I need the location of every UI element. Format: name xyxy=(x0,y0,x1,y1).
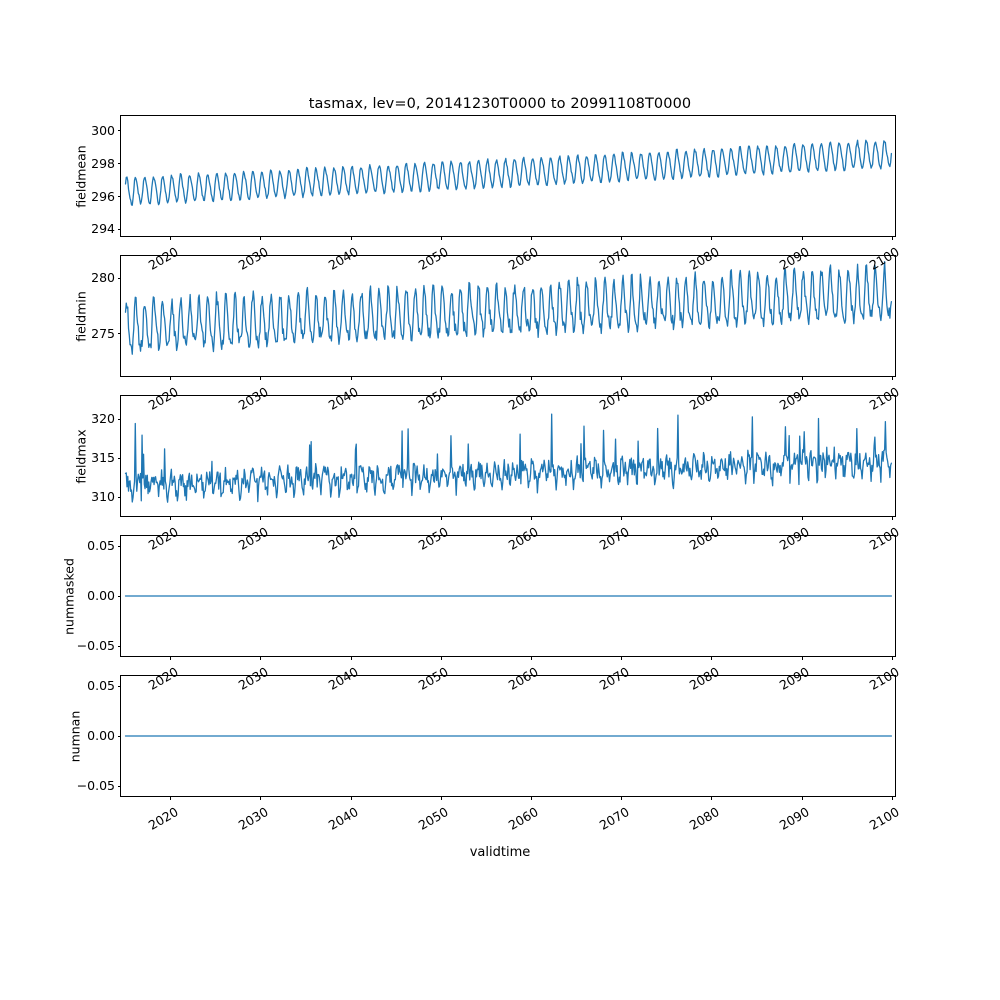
ytick-mark xyxy=(118,333,122,334)
xtick-label: 2040 xyxy=(325,384,361,413)
xtick-label: 2100 xyxy=(866,244,903,273)
ylabel-nummasked: nummasked xyxy=(61,558,77,635)
xtick-mark xyxy=(892,236,893,240)
xtick-mark xyxy=(170,376,171,380)
xtick-mark xyxy=(802,376,803,380)
xtick-mark xyxy=(531,656,532,660)
xtick-label: 2080 xyxy=(686,804,722,833)
xtick-mark xyxy=(711,796,712,800)
xtick-mark xyxy=(892,796,893,800)
xtick-mark xyxy=(892,516,893,520)
xtick-mark xyxy=(260,376,261,380)
ytick-label: 275 xyxy=(91,325,115,341)
xtick-mark xyxy=(621,796,622,800)
xtick-label: 2030 xyxy=(235,664,271,693)
xtick-mark xyxy=(260,796,261,800)
xtick-label: 2030 xyxy=(235,804,271,833)
xtick-label: 2080 xyxy=(686,524,722,553)
xtick-label: 2090 xyxy=(776,524,812,553)
xtick-label: 2020 xyxy=(145,524,181,553)
xtick-mark xyxy=(621,516,622,520)
ytick-mark xyxy=(118,546,122,547)
xtick-mark xyxy=(892,376,893,380)
xtick-mark xyxy=(711,656,712,660)
ytick-mark xyxy=(118,130,122,131)
xtick-mark xyxy=(531,376,532,380)
xtick-mark xyxy=(170,516,171,520)
xtick-label: 2080 xyxy=(686,244,722,273)
xtick-mark xyxy=(351,516,352,520)
ytick-mark xyxy=(118,196,122,197)
xtick-mark xyxy=(170,656,171,660)
ytick-label: 300 xyxy=(91,122,115,138)
xtick-label: 2040 xyxy=(325,244,361,273)
ytick-mark xyxy=(118,458,122,459)
xtick-mark xyxy=(260,236,261,240)
xlabel-validtime: validtime xyxy=(469,845,531,860)
figure-title: tasmax, lev=0, 20141230T0000 to 20991108T0000 xyxy=(308,96,692,112)
xtick-label: 2020 xyxy=(145,804,181,833)
ytick-mark xyxy=(118,596,122,597)
ylabel-fieldmean: fieldmean xyxy=(73,145,89,208)
xtick-mark xyxy=(531,796,532,800)
ytick-mark xyxy=(118,163,122,164)
xtick-label: 2080 xyxy=(686,664,722,693)
ytick-mark xyxy=(118,646,122,647)
xtick-label: 2100 xyxy=(866,804,903,833)
xtick-label: 2060 xyxy=(506,244,542,273)
plot-area-fieldmean xyxy=(121,116,895,236)
ytick-mark xyxy=(118,229,122,230)
xtick-mark xyxy=(621,236,622,240)
data-line-fieldmean xyxy=(126,140,892,205)
xtick-label: 2060 xyxy=(506,664,542,693)
ytick-mark xyxy=(118,419,122,420)
xtick-label: 2090 xyxy=(776,804,812,833)
ytick-label: 0.05 xyxy=(87,538,115,553)
xtick-label: 2050 xyxy=(415,244,451,273)
xtick-mark xyxy=(441,376,442,380)
ytick-label: 298 xyxy=(91,155,115,171)
xtick-mark xyxy=(441,796,442,800)
subplot-fieldmean xyxy=(120,115,896,237)
ytick-label: 320 xyxy=(91,411,115,427)
ytick-mark xyxy=(118,736,122,737)
xtick-label: 2050 xyxy=(415,384,451,413)
xtick-label: 2050 xyxy=(415,804,451,833)
xtick-mark xyxy=(621,376,622,380)
xtick-mark xyxy=(621,656,622,660)
xtick-label: 2070 xyxy=(596,664,632,693)
xtick-label: 2090 xyxy=(776,664,812,693)
xtick-label: 2070 xyxy=(596,524,632,553)
ytick-label: −0.05 xyxy=(76,638,115,653)
xtick-label: 2050 xyxy=(415,664,451,693)
ylabel-fieldmin: fieldmin xyxy=(73,291,89,342)
xtick-label: 2060 xyxy=(506,804,542,833)
xtick-mark xyxy=(802,656,803,660)
ytick-label: 296 xyxy=(91,188,115,204)
xtick-mark xyxy=(531,516,532,520)
xtick-mark xyxy=(260,656,261,660)
xtick-mark xyxy=(711,236,712,240)
ytick-label: 0.05 xyxy=(87,678,115,693)
xtick-label: 2060 xyxy=(506,524,542,553)
ylabel-fieldmax: fieldmax xyxy=(73,429,89,484)
ytick-label: 294 xyxy=(91,221,115,237)
xtick-label: 2040 xyxy=(325,524,361,553)
xtick-label: 2090 xyxy=(776,384,812,413)
xtick-mark xyxy=(351,376,352,380)
xtick-mark xyxy=(351,236,352,240)
xtick-label: 2030 xyxy=(235,384,271,413)
xtick-label: 2050 xyxy=(415,524,451,553)
ytick-label: 280 xyxy=(91,270,115,286)
ytick-label: 310 xyxy=(91,489,115,505)
xtick-label: 2070 xyxy=(596,384,632,413)
xtick-mark xyxy=(441,656,442,660)
xtick-mark xyxy=(441,236,442,240)
xtick-label: 2020 xyxy=(145,664,181,693)
ytick-mark xyxy=(118,686,122,687)
xtick-label: 2070 xyxy=(596,244,632,273)
ytick-label: −0.05 xyxy=(76,778,115,793)
xtick-mark xyxy=(711,516,712,520)
xtick-mark xyxy=(351,656,352,660)
xtick-mark xyxy=(170,796,171,800)
ytick-label: 0.00 xyxy=(87,588,115,603)
xtick-mark xyxy=(802,236,803,240)
ytick-label: 0.00 xyxy=(87,728,115,743)
xtick-label: 2080 xyxy=(686,384,722,413)
xtick-mark xyxy=(802,516,803,520)
xtick-mark xyxy=(711,376,712,380)
xtick-label: 2020 xyxy=(145,244,181,273)
xtick-label: 2070 xyxy=(596,804,632,833)
xtick-mark xyxy=(170,236,171,240)
xtick-mark xyxy=(802,796,803,800)
xtick-label: 2100 xyxy=(866,664,903,693)
xtick-label: 2030 xyxy=(235,244,271,273)
xtick-mark xyxy=(531,236,532,240)
xtick-label: 2060 xyxy=(506,384,542,413)
xtick-mark xyxy=(351,796,352,800)
xtick-mark xyxy=(260,516,261,520)
ytick-mark xyxy=(118,278,122,279)
xtick-label: 2030 xyxy=(235,524,271,553)
xtick-label: 2090 xyxy=(776,244,812,273)
xtick-label: 2100 xyxy=(866,524,903,553)
xtick-mark xyxy=(892,656,893,660)
xtick-label: 2020 xyxy=(145,384,181,413)
xtick-label: 2040 xyxy=(325,664,361,693)
ytick-mark xyxy=(118,786,122,787)
xtick-mark xyxy=(441,516,442,520)
ytick-label: 315 xyxy=(91,450,115,466)
ylabel-numnan: numnan xyxy=(67,710,83,763)
xtick-label: 2040 xyxy=(325,804,361,833)
xtick-label: 2100 xyxy=(866,384,903,413)
ytick-mark xyxy=(118,497,122,498)
